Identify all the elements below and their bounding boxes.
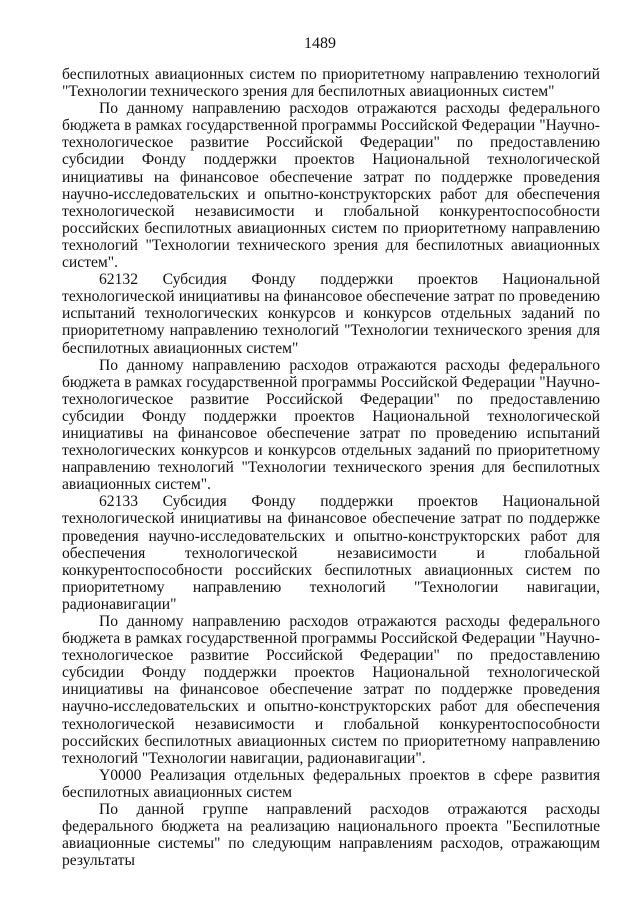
paragraph: По данной группе направлений расходов отражаются расходы федерального бюджета на реализацию национального проекта "Беспилотные авиационные системы" по следующим направлениям расходов, отражающим результаты: [62, 801, 600, 870]
paragraph: 62133 Субсидия Фонду поддержки проектов Национальной технологической инициативы на финансовое обеспечение затрат по поддержке проведения научно-исследовательских и опытно-конструкторских работ для обеспечения технологической независимости и глобальной конкурентоспособности российских беспилотных авиационных систем по приоритетному направлению технологий "Технологии навигации, радионавигации": [62, 493, 600, 613]
paragraph: Y0000 Реализация отдельных федеральных проектов в сфере развития беспилотных авиационных систем: [62, 766, 600, 801]
paragraph: По данному направлению расходов отражаются расходы федерального бюджета в рамках государственной программы Российской Федерации "Научно-технологическое развитие Российской Федерации" по предоставлению субсидии Фонду поддержки проектов Национальной технологической инициативы на финансовое обеспечение затрат по поддержке проведения научно-исследовательских и опытно-конструкторских работ для обеспечения технологической независимости и глобальной конкурентоспособности российских беспилотных авиационных систем по приоритетному направлению технологий "Технологии технического зрения для беспилотных авиационных систем".: [62, 100, 600, 272]
document-body: [62, 66, 600, 869]
page-number: 1489: [304, 35, 336, 52]
paragraph: По данному направлению расходов отражаются расходы федерального бюджета в рамках государственной программы Российской Федерации "Научно-технологическое развитие Российской Федерации" по предоставлению субсидии Фонду поддержки проектов Национальной технологической инициативы на финансовое обеспечение затрат по поддержке проведения научно-исследовательских и опытно-конструкторских работ для обеспечения технологической независимости и глобальной конкурентоспособности российских беспилотных авиационных систем по приоритетному направлению технологий "Технологии навигации, радионавигации".: [62, 613, 600, 767]
paragraph: По данному направлению расходов отражаются расходы федерального бюджета в рамках государственной программы Российской Федерации "Научно-технологическое развитие Российской Федерации" по предоставлению субсидии Фонду поддержки проектов Национальной технологической инициативы на финансовое обеспечение затрат по проведению испытаний технологических конкурсов и конкурсов отдельных заданий по приоритетному направлению технологий "Технологии технического зрения для беспилотных авиационных систем".: [62, 356, 600, 494]
paragraph: 62132 Субсидия Фонду поддержки проектов Национальной технологической инициативы на финансовое обеспечение затрат по проведению испытаний технологических конкурсов и конкурсов отдельных заданий по приоритетному направлению технологий "Технологии технического зрения для беспилотных авиационных систем": [62, 271, 600, 357]
paragraph: беспилотных авиационных систем по приоритетному направлению технологий "Технологии технического зрения для беспилотных авиационных систем": [62, 66, 600, 101]
